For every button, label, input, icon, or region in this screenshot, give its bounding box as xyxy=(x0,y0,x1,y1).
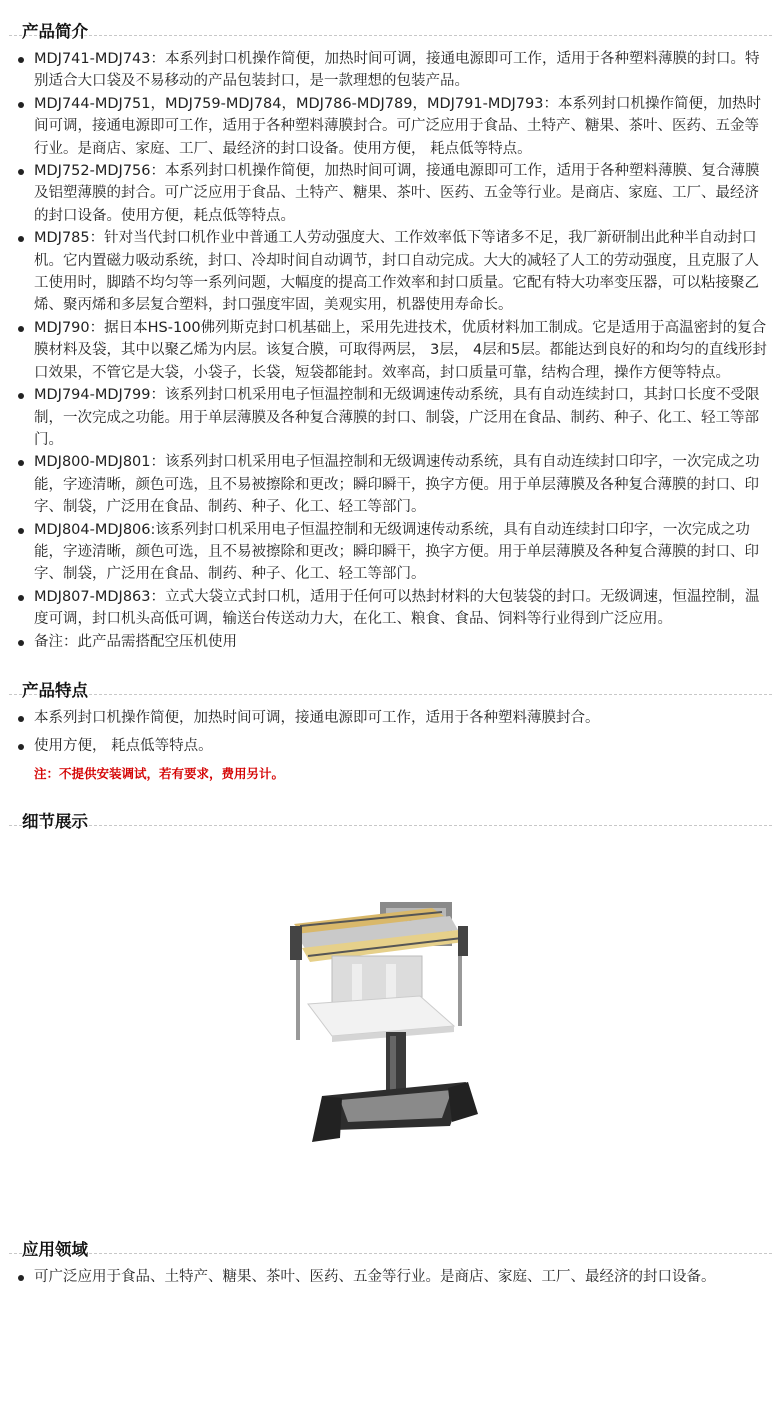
list-item: MDJ794-MDJ799：该系列封口机采用电子恒温控制和无级调速传动系统，具有自动连续封口，其封口长度不受限制，一次完成之功能。用于单层薄膜及各种复合薄膜的封口、制袋，广泛用在食品、制药、种子、化工、轻工等部门。 xyxy=(14,384,772,451)
install-note: 注：不提供安装调试，若有要求，费用另计。 xyxy=(34,765,285,781)
list-item: MDJ752-MDJ756：本系列封口机操作简便，加热时间可调，接通电源即可工作，适用于各种塑料薄膜、复合薄膜及铝塑薄膜的封合。可广泛应用于食品、土特产、糖果、茶叶、医药、五金等行业。是商店、家庭、工厂、最经济的封口设备。使用方便，耗点低等特点。 xyxy=(14,160,772,227)
sealer-machine-icon xyxy=(282,886,482,1156)
list-item: 本系列封口机操作简便，加热时间可调，接通电源即可工作，适用于各种塑料薄膜封合。 xyxy=(14,707,772,729)
list-item: 备注：此产品需搭配空压机使用 xyxy=(14,631,772,653)
list-item: 可广泛应用于食品、土特产、糖果、茶叶、医药、五金等行业。是商店、家庭、工厂、最经济的封口设备。 xyxy=(14,1266,772,1288)
list-item: MDJ790：据日本HS-100佛列斯克封口机基础上，采用先进技术，优质材料加工制成。它是适用于高温密封的复合膜材料及袋，其中以聚乙烯为内层。该复合膜，可取得两层， 3层， 4层和5层。都能达到良好的和均匀的直线形封口效果，不管它是大袋，小袋子，长袋，短袋都能封。效率高，封口质量可靠，结构合理，操作方便等特点。 xyxy=(14,317,772,384)
details-section-title: 细节展示 xyxy=(9,790,772,826)
features-list xyxy=(0,695,776,758)
list-item: MDJ800-MDJ801：该系列封口机采用电子恒温控制和无级调速传动系统，具有自动连续封口印字，一次完成之功能，字迹清晰，颜色可选，且不易被擦除和更改；瞬印瞬干，换字方便。用于单层薄膜及各种复合薄膜的封口、印字、制袋，广泛用在食品、制药、种子、化工、轻工等部门。 xyxy=(14,451,772,518)
list-item: MDJ741-MDJ743：本系列封口机操作简便，加热时间可调，接通电源即可工作，适用于各种塑料薄膜的封口。特别适合大口袋及不易移动的产品包装封口，是一款理想的包装产品。 xyxy=(14,48,772,93)
applications-section-title: 应用领域 xyxy=(9,1218,772,1254)
list-item: MDJ807-MDJ863：立式大袋立式封口机，适用于任何可以热封材料的大包装袋的封口。无级调速，恒温控制，温度可调，封口机头高低可调，输送台传送动力大，在化工、粮食、食品、饲料等行业得到广泛应用。 xyxy=(14,586,772,631)
list-item: MDJ804-MDJ806:该系列封口机采用电子恒温控制和无级调速传动系统，具有自动连续封口印字，一次完成之功能，字迹清晰，颜色可选，且不易被擦除和更改；瞬印瞬干，换字方便。用于单层薄膜及各种复合薄膜的封口、印字、制袋，广泛用在食品、制药、种子、化工、轻工等部门。 xyxy=(14,519,772,586)
applications-list xyxy=(0,1254,776,1288)
product-image-area xyxy=(0,826,776,1222)
list-item: MDJ785：针对当代封口机作业中普通工人劳动强度大、工作效率低下等诸多不足，我厂新研制出此种半自动封口机。它内置磁力吸动系统，封口、冷却时间自动调节，封口自动完成。大大的减轻了人工的劳动强度，且克服了人工使用时，脚踏不均匀等一系列问题，大幅度的提高工作效率和封口质量。它配有特大功率变压器，可以粘接聚乙烯、聚丙烯和多层复合塑料，封口强度牢固，美观实用，机器使用寿命长。 xyxy=(14,227,772,317)
intro-section-title: 产品简介 xyxy=(9,0,772,36)
list-item: 使用方便， 耗点低等特点。 xyxy=(14,735,772,757)
features-section-title: 产品特点 xyxy=(9,659,772,695)
list-item: MDJ744-MDJ751，MDJ759-MDJ784，MDJ786-MDJ789，MDJ791-MDJ793：本系列封口机操作简便，加热时间可调，接通电源即可工作，适用于各种塑料薄膜封合。可广泛应用于食品、土特产、糖果、茶叶、医药、五金等行业。是商店、家庭、工厂、最经济的封口设备。使用方便， 耗点低等特点。 xyxy=(14,93,772,160)
intro-list xyxy=(0,36,776,653)
